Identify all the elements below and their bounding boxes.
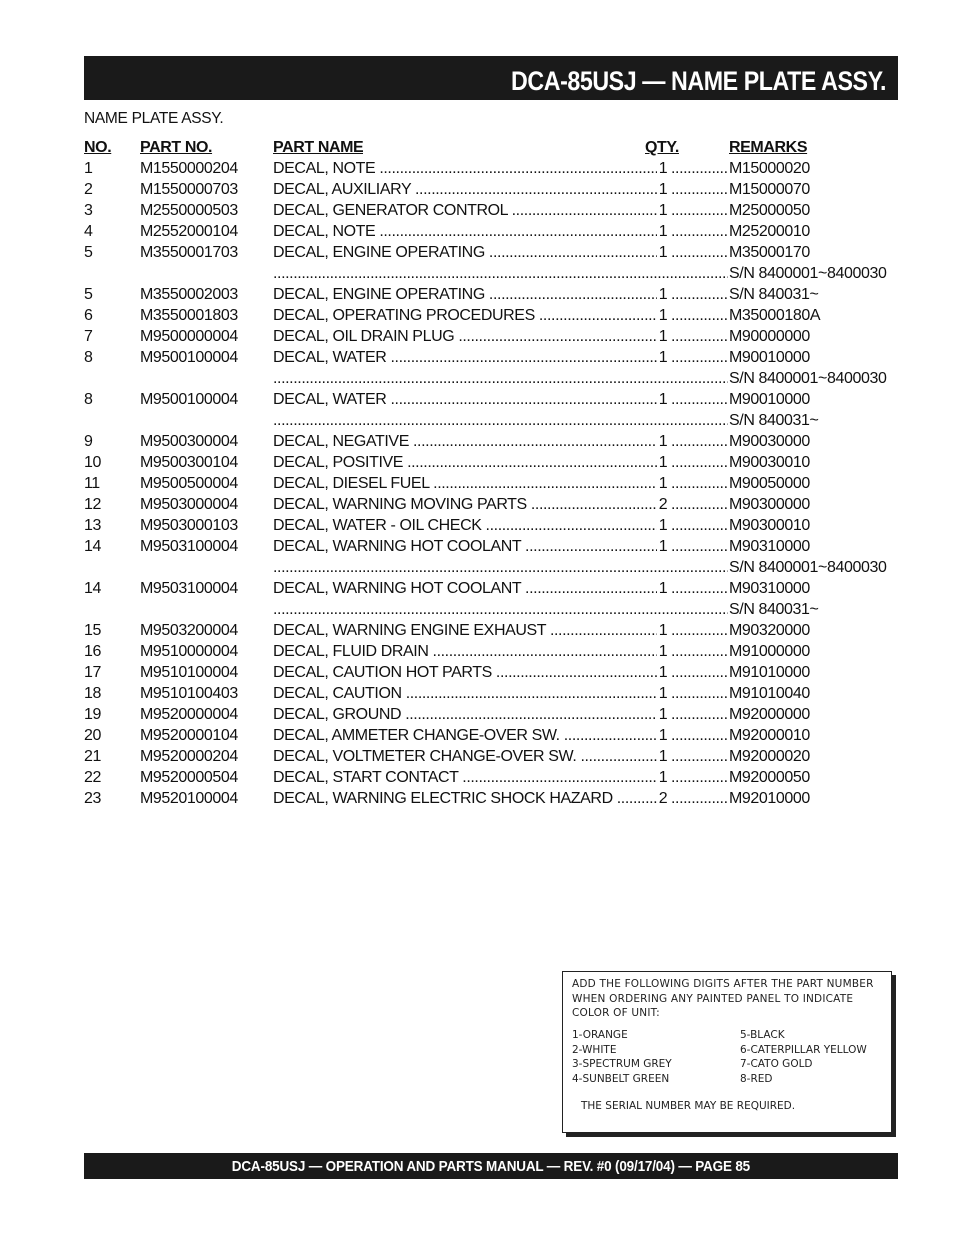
- quantity: 1: [658, 538, 668, 555]
- part-name-text: DECAL, WARNING ELECTRIC SHOCK HAZARD: [273, 790, 613, 807]
- part-name: [273, 221, 657, 242]
- part-number: M9520100004: [140, 790, 238, 807]
- part-name-text: DECAL, OPERATING PROCEDURES: [273, 307, 535, 324]
- part-name-text: DECAL, DIESEL FUEL: [273, 475, 430, 492]
- parts-list-row: [84, 725, 894, 746]
- remarks: S/N 8400001~8400030: [729, 559, 887, 576]
- item-number: 3: [84, 202, 93, 219]
- part-number: M9520000504: [140, 769, 238, 786]
- leader-dots: [273, 599, 728, 620]
- leader-dots: [671, 389, 728, 410]
- leader-dots: [671, 242, 728, 263]
- part-name-text: DECAL, WARNING ENGINE EXHAUST: [273, 622, 546, 639]
- quantity: 1: [658, 664, 668, 681]
- quantity: 2: [658, 496, 668, 513]
- part-name-text: DECAL, AUXILIARY: [273, 181, 411, 198]
- quantity: 1: [658, 685, 668, 702]
- parts-list-row: [84, 326, 894, 347]
- part-number: M9503000103: [140, 517, 238, 534]
- part-name: [273, 347, 657, 368]
- quantity: 1: [658, 328, 668, 345]
- parts-list-row: [84, 536, 894, 557]
- color-note-box: [562, 971, 892, 1133]
- parts-list-row: [84, 284, 894, 305]
- page-title: DCA-85USJ — NAME PLATE ASSY.: [510, 66, 886, 96]
- color-code: 1-ORANGE: [572, 1029, 628, 1041]
- part-name: [273, 326, 657, 347]
- item-number: 4: [84, 223, 93, 240]
- parts-list-row: [84, 242, 894, 263]
- parts-list-row: [84, 347, 894, 368]
- quantity: 1: [658, 643, 668, 660]
- color-code: 8-RED: [740, 1072, 773, 1085]
- leader-dots: [671, 704, 728, 725]
- leader-dots: [273, 368, 728, 389]
- remarks: M91010000: [729, 664, 810, 681]
- part-name: [273, 158, 657, 179]
- item-number: 5: [84, 244, 93, 261]
- remarks: M90010000: [729, 391, 810, 408]
- part-number: M9503100004: [140, 580, 238, 597]
- remarks: M15000020: [729, 160, 810, 177]
- parts-list-row: [84, 263, 894, 284]
- quantity: 1: [658, 769, 668, 786]
- part-number: M9500000004: [140, 328, 238, 345]
- leader-dots: [671, 221, 728, 242]
- item-number: 6: [84, 307, 93, 324]
- part-number: M3550002003: [140, 286, 238, 303]
- part-name-text: DECAL, ENGINE OPERATING: [273, 244, 485, 261]
- item-number: 18: [84, 685, 101, 702]
- item-number: 12: [84, 496, 101, 513]
- leader-dots: [273, 263, 728, 284]
- part-number: M9500300104: [140, 454, 238, 471]
- parts-list-row: [84, 620, 894, 641]
- page-footer: DCA-85USJ — OPERATION AND PARTS MANUAL — REV. #0 (09/17/04) — PAGE 85: [231, 1157, 751, 1175]
- quantity: 1: [658, 748, 668, 765]
- item-number: 10: [84, 454, 101, 471]
- color-code: 4-SUNBELT GREEN: [572, 1072, 670, 1085]
- remarks: M90310000: [729, 580, 810, 597]
- quantity: 1: [658, 517, 668, 534]
- parts-list: [84, 137, 894, 809]
- item-number: 2: [84, 181, 93, 198]
- item-number: 8: [84, 349, 93, 366]
- parts-list-row: [84, 641, 894, 662]
- parts-list-row: [84, 200, 894, 221]
- part-name: [273, 662, 657, 683]
- item-number: 7: [84, 328, 93, 345]
- leader-dots: [671, 179, 728, 200]
- remarks: M90050000: [729, 475, 810, 492]
- quantity: 1: [658, 244, 668, 261]
- leader-dots: [671, 578, 728, 599]
- quantity: 1: [658, 433, 668, 450]
- part-number: M9500500004: [140, 475, 238, 492]
- part-name-text: DECAL, WARNING HOT COOLANT: [273, 580, 522, 597]
- remarks: M92000020: [729, 748, 810, 765]
- item-number: 22: [84, 769, 101, 786]
- quantity: 1: [658, 307, 668, 324]
- part-name-text: DECAL, CAUTION: [273, 685, 402, 702]
- part-name-text: DECAL, NOTE: [273, 160, 376, 177]
- parts-list-row: [84, 410, 894, 431]
- color-code: 3-SPECTRUM GREY: [572, 1058, 672, 1070]
- remarks: M35000180A: [729, 307, 821, 324]
- parts-list-row: [84, 179, 894, 200]
- title-bar: [84, 56, 898, 100]
- part-number: M9510100403: [140, 685, 238, 702]
- leader-dots: [671, 473, 728, 494]
- parts-list-row: [84, 221, 894, 242]
- part-name: [273, 725, 657, 746]
- leader-dots: [671, 452, 728, 473]
- part-name: [273, 767, 657, 788]
- remarks: M91000000: [729, 643, 810, 660]
- item-number: 21: [84, 748, 101, 765]
- item-number: 19: [84, 706, 101, 723]
- part-name: [273, 578, 657, 599]
- color-code: 5-BLACK: [740, 1029, 785, 1041]
- part-number: M9510000004: [140, 643, 238, 660]
- remarks: M90300000: [729, 496, 810, 513]
- parts-list-row: [84, 683, 894, 704]
- part-name-text: DECAL, ENGINE OPERATING: [273, 286, 485, 303]
- part-name-text: DECAL, WATER: [273, 391, 387, 408]
- part-name-text: DECAL, WATER: [273, 349, 387, 366]
- part-name-text: DECAL, WARNING MOVING PARTS: [273, 496, 527, 513]
- part-name: [273, 242, 657, 263]
- item-number: 1: [84, 160, 93, 177]
- part-number: M1550000204: [140, 160, 238, 177]
- item-number: 15: [84, 622, 101, 639]
- parts-list-row: [84, 578, 894, 599]
- leader-dots: [671, 158, 728, 179]
- part-name-text: DECAL, GENERATOR CONTROL: [273, 202, 508, 219]
- part-name: [273, 200, 657, 221]
- item-number: 13: [84, 517, 101, 534]
- part-name-text: DECAL, OIL DRAIN PLUG: [273, 328, 455, 345]
- part-name: [273, 284, 657, 305]
- remarks: M92000050: [729, 769, 810, 786]
- leader-dots: [671, 620, 728, 641]
- part-number: M2552000104: [140, 223, 238, 240]
- part-name: [273, 431, 657, 452]
- leader-dots: [671, 284, 728, 305]
- part-number: M3550001703: [140, 244, 238, 261]
- part-name-text: DECAL, WARNING HOT COOLANT: [273, 538, 522, 555]
- part-name-text: DECAL, GROUND: [273, 706, 402, 723]
- quantity: 1: [658, 622, 668, 639]
- remarks: M15000070: [729, 181, 810, 198]
- part-name-text: DECAL, FLUID DRAIN: [273, 643, 429, 660]
- parts-list-row: [84, 494, 894, 515]
- quantity: 1: [658, 391, 668, 408]
- quantity: 1: [658, 181, 668, 198]
- leader-dots: [671, 683, 728, 704]
- remarks: M90030010: [729, 454, 810, 471]
- part-number: M9500100004: [140, 349, 238, 366]
- parts-list-row: [84, 599, 894, 620]
- part-name: [273, 620, 657, 641]
- part-name-text: DECAL, VOLTMETER CHANGE-OVER SW.: [273, 748, 577, 765]
- serial-number-note: THE SERIAL NUMBER MAY BE REQUIRED.: [581, 1100, 796, 1112]
- part-name-text: DECAL, WATER - OIL CHECK: [273, 517, 482, 534]
- header-remarks: REMARKS: [729, 139, 808, 156]
- part-number: M9503000004: [140, 496, 238, 513]
- remarks: M90310000: [729, 538, 810, 555]
- quantity: 1: [658, 223, 668, 240]
- part-name: [273, 746, 657, 767]
- item-number: 11: [84, 475, 100, 492]
- parts-list-row: [84, 557, 894, 578]
- remarks: M92000010: [729, 727, 810, 744]
- parts-list-row: [84, 704, 894, 725]
- leader-dots: [671, 431, 728, 452]
- part-name: [273, 536, 657, 557]
- remarks: M90300010: [729, 517, 810, 534]
- note-line: WHEN ORDERING ANY PAINTED PANEL TO INDICATE: [572, 992, 854, 1005]
- quantity: 1: [658, 454, 668, 471]
- quantity: 2: [658, 790, 668, 807]
- part-number: M1550000703: [140, 181, 238, 198]
- part-name: [273, 305, 657, 326]
- section-label: NAME PLATE ASSY.: [84, 110, 224, 127]
- leader-dots: [671, 515, 728, 536]
- header-part-name: PART NAME: [273, 139, 364, 156]
- part-number: M9510100004: [140, 664, 238, 681]
- remarks: M90000000: [729, 328, 810, 345]
- remarks: M90010000: [729, 349, 810, 366]
- remarks: S/N 840031~: [729, 412, 819, 429]
- parts-list-row: [84, 515, 894, 536]
- leader-dots: [671, 725, 728, 746]
- remarks: M91010040: [729, 685, 810, 702]
- parts-list-row: [84, 662, 894, 683]
- part-name: [273, 179, 657, 200]
- parts-list-row: [84, 473, 894, 494]
- remarks: M92010000: [729, 790, 810, 807]
- item-number: 14: [84, 580, 101, 597]
- remarks: M90320000: [729, 622, 810, 639]
- remarks: M92000000: [729, 706, 810, 723]
- part-name-text: DECAL, NOTE: [273, 223, 376, 240]
- quantity: 1: [658, 160, 668, 177]
- item-number: 16: [84, 643, 101, 660]
- leader-dots: [671, 347, 728, 368]
- header-qty: QTY.: [645, 139, 679, 156]
- item-number: 23: [84, 790, 101, 807]
- leader-dots: [671, 788, 728, 809]
- leader-dots: [671, 767, 728, 788]
- item-number: 8: [84, 391, 93, 408]
- note-line: ADD THE FOLLOWING DIGITS AFTER THE PART NUMBER: [572, 978, 874, 990]
- remarks: S/N 8400001~8400030: [729, 265, 887, 282]
- color-code: 6-CATERPILLAR YELLOW: [740, 1043, 867, 1056]
- parts-list-row: [84, 389, 894, 410]
- quantity: 1: [658, 706, 668, 723]
- remarks: S/N 840031~: [729, 601, 819, 618]
- part-number: M3550001803: [140, 307, 238, 324]
- item-number: 17: [84, 664, 101, 681]
- leader-dots: [671, 305, 728, 326]
- part-name: [273, 641, 657, 662]
- quantity: 1: [658, 727, 668, 744]
- leader-dots: [671, 200, 728, 221]
- part-name: [273, 473, 657, 494]
- part-name: [273, 788, 657, 809]
- part-number: M2550000503: [140, 202, 238, 219]
- remarks: S/N 840031~: [729, 286, 819, 303]
- leader-dots: [671, 494, 728, 515]
- part-number: M9503200004: [140, 622, 238, 639]
- leader-dots: [273, 410, 728, 431]
- parts-list-row: [84, 368, 894, 389]
- header-no: NO.: [84, 139, 112, 156]
- remarks: M90030000: [729, 433, 810, 450]
- parts-list-row: [84, 767, 894, 788]
- part-name-text: DECAL, CAUTION HOT PARTS: [273, 664, 492, 681]
- leader-dots: [671, 746, 728, 767]
- remarks: M25000050: [729, 202, 810, 219]
- part-number: M9503100004: [140, 538, 238, 555]
- parts-list-header: [84, 137, 894, 158]
- footer-bar: [84, 1153, 898, 1179]
- part-name-text: DECAL, POSITIVE: [273, 454, 404, 471]
- color-code: 7-CATO GOLD: [740, 1058, 813, 1070]
- part-number: M9520000204: [140, 748, 238, 765]
- part-name: [273, 452, 657, 473]
- part-name: [273, 704, 657, 725]
- parts-list-row: [84, 452, 894, 473]
- quantity: 1: [658, 202, 668, 219]
- part-name: [273, 515, 657, 536]
- color-code: 2-WHITE: [572, 1043, 617, 1056]
- leader-dots: [671, 536, 728, 557]
- leader-dots: [273, 557, 728, 578]
- parts-list-row: [84, 788, 894, 809]
- part-name: [273, 683, 657, 704]
- item-number: 5: [84, 286, 93, 303]
- part-name-text: DECAL, START CONTACT: [273, 769, 459, 786]
- item-number: 20: [84, 727, 101, 744]
- parts-list-row: [84, 305, 894, 326]
- quantity: 1: [658, 475, 668, 492]
- remarks: M25200010: [729, 223, 810, 240]
- item-number: 14: [84, 538, 101, 555]
- color-note-text: [572, 977, 884, 1021]
- part-name-text: DECAL, NEGATIVE: [273, 433, 409, 450]
- parts-list-row: [84, 746, 894, 767]
- item-number: 9: [84, 433, 93, 450]
- leader-dots: [671, 326, 728, 347]
- part-number: M9500100004: [140, 391, 238, 408]
- header-part-no: PART NO.: [140, 139, 213, 156]
- leader-dots: [671, 641, 728, 662]
- note-line: COLOR OF UNIT:: [572, 1007, 660, 1019]
- part-name: [273, 494, 657, 515]
- parts-list-row: [84, 431, 894, 452]
- part-number: M9520000104: [140, 727, 238, 744]
- remarks: S/N 8400001~8400030: [729, 370, 887, 387]
- quantity: 1: [658, 580, 668, 597]
- part-number: M9520000004: [140, 706, 238, 723]
- remarks: M35000170: [729, 244, 810, 261]
- quantity: 1: [658, 286, 668, 303]
- parts-list-row: [84, 158, 894, 179]
- part-name: [273, 389, 657, 410]
- leader-dots: [671, 662, 728, 683]
- part-number: M9500300004: [140, 433, 238, 450]
- part-name-text: DECAL, AMMETER CHANGE-OVER SW.: [273, 727, 560, 744]
- quantity: 1: [658, 349, 668, 366]
